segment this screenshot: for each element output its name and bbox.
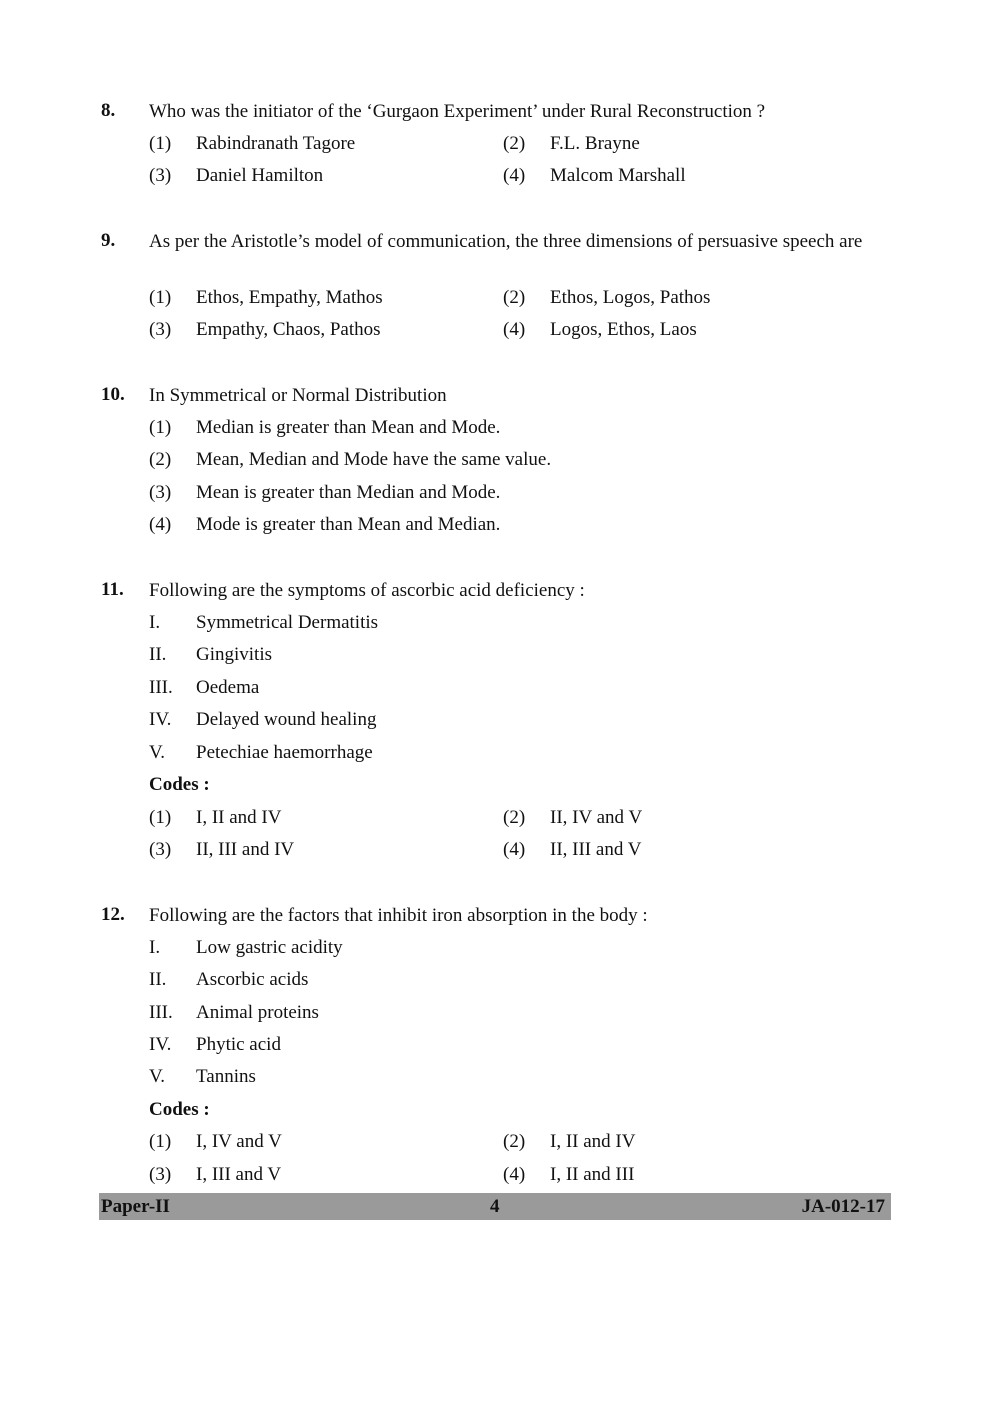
option-label: (3) (149, 319, 172, 340)
item-label: III. (149, 1002, 173, 1023)
item-label: IV. (149, 1034, 172, 1055)
item-label: II. (149, 969, 167, 990)
option-label: (4) (503, 1164, 526, 1185)
option-label: (3) (149, 482, 172, 503)
item-text: Oedema (196, 677, 260, 698)
option-text: Mean, Median and Mode have the same value. (196, 449, 552, 470)
question-stem: Following are the symptoms of ascorbic acid deficiency : (149, 580, 585, 601)
item-text: Phytic acid (196, 1034, 281, 1055)
question-number: 9. (101, 230, 116, 251)
item-text: Animal proteins (196, 1002, 319, 1023)
option-text: Mode is greater than Mean and Median. (196, 514, 501, 535)
option-text: I, II and III (550, 1164, 635, 1185)
option-text: Empathy, Chaos, Pathos (196, 319, 381, 340)
question-stem: Following are the factors that inhibit iron absorption in the body : (149, 905, 648, 926)
option-label: (1) (149, 807, 172, 828)
option-label: (1) (149, 1131, 172, 1152)
page-footer (99, 1193, 891, 1220)
option-text: II, III and V (550, 839, 642, 860)
option-text: II, III and IV (196, 839, 295, 860)
item-text: Petechiae haemorrhage (196, 742, 373, 763)
codes-heading: Codes : (149, 774, 210, 795)
option-label: (1) (149, 417, 172, 438)
item-label: I. (149, 612, 161, 633)
option-text: Median is greater than Mean and Mode. (196, 417, 501, 438)
option-text: Malcom Marshall (550, 165, 686, 186)
item-label: I. (149, 937, 161, 958)
option-text: Daniel Hamilton (196, 165, 324, 186)
option-label: (2) (503, 133, 526, 154)
option-label: (3) (149, 165, 172, 186)
item-label: V. (149, 1066, 166, 1087)
option-label: (2) (503, 287, 526, 308)
option-label: (4) (503, 839, 526, 860)
question-number: 10. (101, 384, 125, 405)
question-stem: As per the Aristotle’s model of communication, the three dimensions of persuasive speech are (149, 231, 863, 252)
option-label: (1) (149, 287, 172, 308)
question-number: 8. (101, 100, 116, 121)
question-stem: In Symmetrical or Normal Distribution (149, 385, 447, 406)
option-label: (1) (149, 133, 172, 154)
option-text: Ethos, Logos, Pathos (550, 287, 711, 308)
item-label: III. (149, 677, 173, 698)
option-label: (3) (149, 839, 172, 860)
item-text: Low gastric acidity (196, 937, 343, 958)
option-label: (4) (503, 165, 526, 186)
option-text: I, IV and V (196, 1131, 282, 1152)
option-text: I, II and IV (196, 807, 282, 828)
item-label: IV. (149, 709, 172, 730)
option-text: I, II and IV (550, 1131, 636, 1152)
question-stem: Who was the initiator of the ‘Gurgaon Experiment’ under Rural Reconstruction ? (149, 101, 766, 122)
item-text: Gingivitis (196, 644, 273, 665)
item-text: Symmetrical Dermatitis (196, 612, 379, 633)
option-label: (2) (503, 807, 526, 828)
item-text: Ascorbic acids (196, 969, 309, 990)
paper-label: Paper-II (101, 1196, 170, 1217)
option-label: (2) (149, 449, 172, 470)
option-text: Mean is greater than Median and Mode. (196, 482, 501, 503)
option-text: Logos, Ethos, Laos (550, 319, 697, 340)
option-label: (2) (503, 1131, 526, 1152)
option-label: (4) (503, 319, 526, 340)
item-label: II. (149, 644, 167, 665)
question-number: 12. (101, 904, 125, 925)
codes-heading: Codes : (149, 1099, 210, 1120)
option-text: I, III and V (196, 1164, 282, 1185)
page-number: 4 (490, 1196, 500, 1217)
option-text: F.L. Brayne (550, 133, 640, 154)
option-label: (3) (149, 1164, 172, 1185)
option-text: Ethos, Empathy, Mathos (196, 287, 383, 308)
item-text: Delayed wound healing (196, 709, 377, 730)
item-text: Tannins (196, 1066, 256, 1087)
item-label: V. (149, 742, 166, 763)
option-text: II, IV and V (550, 807, 643, 828)
option-text: Rabindranath Tagore (196, 133, 356, 154)
exam-code: JA-012-17 (801, 1196, 885, 1217)
question-number: 11. (101, 579, 124, 600)
option-label: (4) (149, 514, 172, 535)
